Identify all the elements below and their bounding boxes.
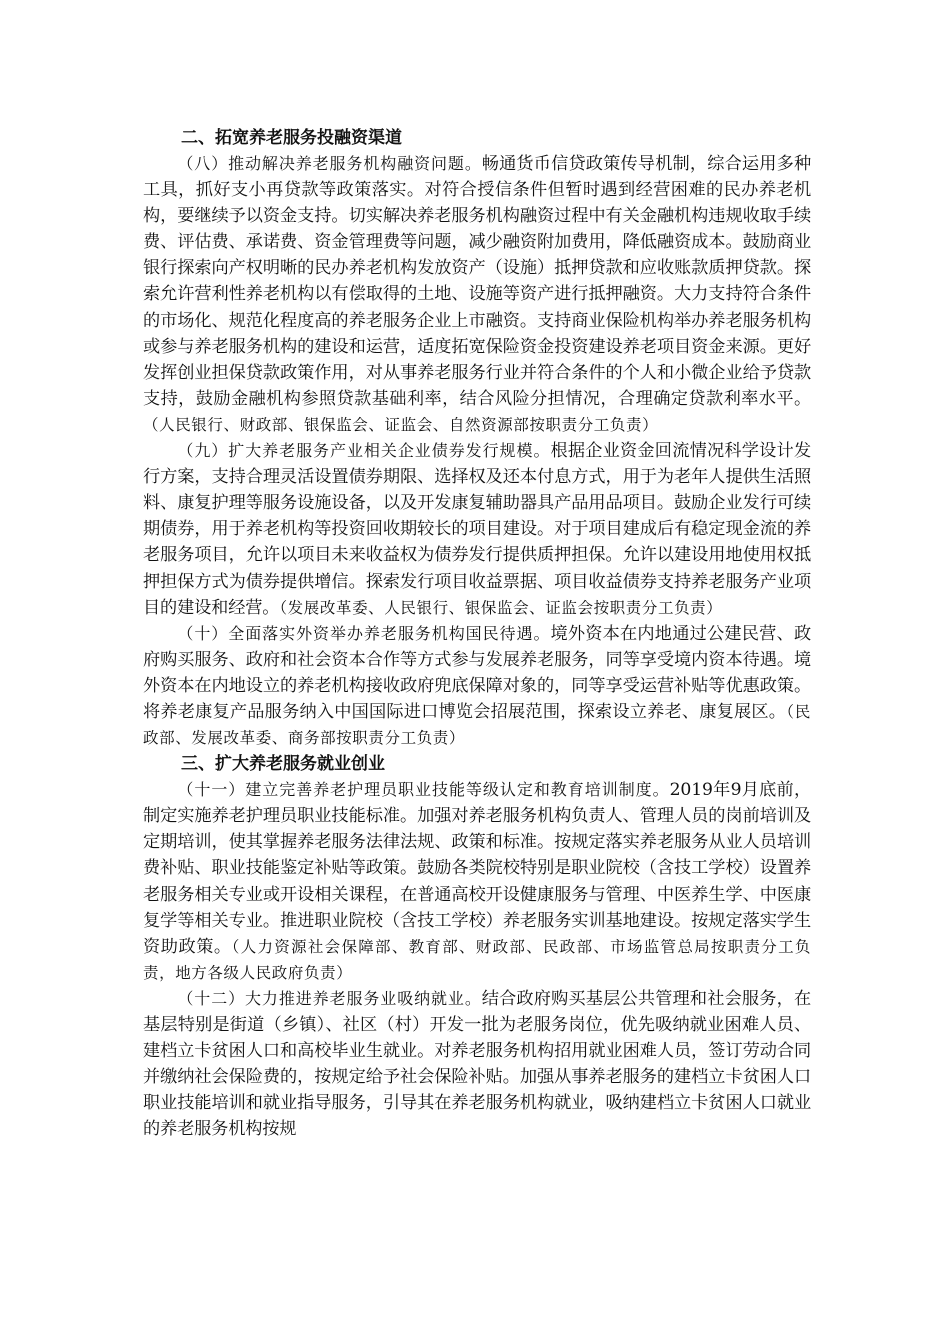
item-responsible: （民政部、发展改革委、商务部按职责分工负责） xyxy=(143,702,811,748)
paragraph-item-11 xyxy=(143,777,811,986)
section-heading-financing: 二、拓宽养老服务投融资渠道 xyxy=(181,128,402,148)
item-responsible: （人力资源社会保障部、教育部、财政部、民政部、市场监管总局按职责分工负责，地方各级人民政府负责） xyxy=(143,937,811,982)
item-title: （十二）大力推进养老服务业吸纳就业。 xyxy=(177,988,482,1008)
paragraph-item-10 xyxy=(143,621,811,751)
item-responsible: （发展改革委、人民银行、银保监会、证监会按职责分工负责） xyxy=(279,598,723,617)
paragraph-item-12 xyxy=(143,986,811,1143)
document-page xyxy=(143,125,811,1142)
paragraph-item-8 xyxy=(143,151,811,438)
item-body: 根据企业资金回流情况科学设计发行方案，支持合理灵活设置债券期限、选择权及还本付息方式，用于为老年人提供生活照料、康复护理等服务设施设备，以及开发康复辅助器具产品用品项目。鼓励企业发行可续期债券，用于养老机构等投资回收期较长的项目建设。对于项目建成后有稳定现金流的养老服务项目，允许以项目未来收益权为债券发行提供质押担保。允许以建设用地使用权抵押担保方式为债券提供增信。探索发行项目收益票据、项目收益债券支持养老服务产业项目的建设和经营。 xyxy=(143,441,811,618)
item-body: 2019年9月底前，制定实施养老护理员职业技能标准。加强对养老服务机构负责人、管理人员的岗前培训及定期培训，使其掌握养老服务法律法规、政策和标准。按规定落实养老服务从业人员培训费补贴、职业技能鉴定补贴等政策。鼓励各类院校特别是职业院校（含技工学校）设置养老服务相关专业或开设相关课程，在普通高校开设健康服务与管理、中医养生学、中医康复学等相关专业。推进职业院校（含技工学校）养老服务实训基地建设。按规定落实学生资助政策。 xyxy=(143,780,811,957)
item-title: （八）推动解决养老服务机构融资问题。 xyxy=(177,154,482,173)
item-title: （九）扩大养老服务产业相关企业债券发行规模。 xyxy=(177,441,551,461)
paragraph-item-9 xyxy=(143,438,811,621)
item-responsible: （人民银行、财政部、银保监会、证监会、自然资源部按职责分工负责） xyxy=(143,415,659,434)
item-title: （十一）建立完善养老护理员职业技能等级认定和教育培训制度。 xyxy=(177,780,670,800)
section-heading-employment: 三、扩大养老服务就业创业 xyxy=(181,754,385,775)
item-body: 境外资本在内地通过公建民营、政府购买服务、政府和社会资本合作等方式参与发展养老服务，同等享受境内资本待遇。境外资本在内地设立的养老机构接收政府兜底保障对象的，同等享受运营补贴等优惠政策。将养老康复产品服务纳入中国国际进口博览会招展范围，探索设立养老、康复展区。 xyxy=(143,623,811,722)
item-title: （十）全面落实外资举办养老服务机构国民待遇。 xyxy=(177,623,551,643)
item-body: 畅通货币信贷政策传导机制，综合运用多种工具，抓好支小再贷款等政策落实。对符合授信条件但暂时遇到经营困难的民办养老机构，要继续予以资金支持。切实解决养老服务机构融资过程中有关金融机构违规收取手续费、评估费、承诺费、资金管理费等问题，减少融资附加费用，降低融资成本。鼓励商业银行探索向产权明晰的民办养老机构发放资产（设施）抵押贷款和应收账款质押贷款。探索允许营利性养老机构以有偿取得的土地、设施等资产进行抵押融资。大力支持符合条件的市场化、规范化程度高的养老服务企业上市融资。支持商业保险机构举办养老服务机构或参与养老服务机构的建设和运营，适度拓宽保险资金投资建设养老项目资金来源。更好发挥创业担保贷款政策作用，对从事养老服务行业并符合条件的个人和小微企业给予贷款支持，鼓励金融机构参照贷款基础利率，结合风险分担情况，合理确定贷款利率水平。 xyxy=(143,154,811,409)
item-body: 结合政府购买基层公共管理和社会服务，在基层特别是街道（乡镇）、社区（村）开发一批为老服务岗位，优先吸纳就业困难人员、建档立卡贫困人口和高校毕业生就业。对养老服务机构招用就业困难人员，签订劳动合同并缴纳社会保险费的，按规定给予社会保险补贴。加强从事养老服务的建档立卡贫困人口职业技能培训和就业指导服务，引导其在养老服务机构就业，吸纳建档立卡贫困人口就业的养老服务机构按规 xyxy=(143,988,811,1140)
